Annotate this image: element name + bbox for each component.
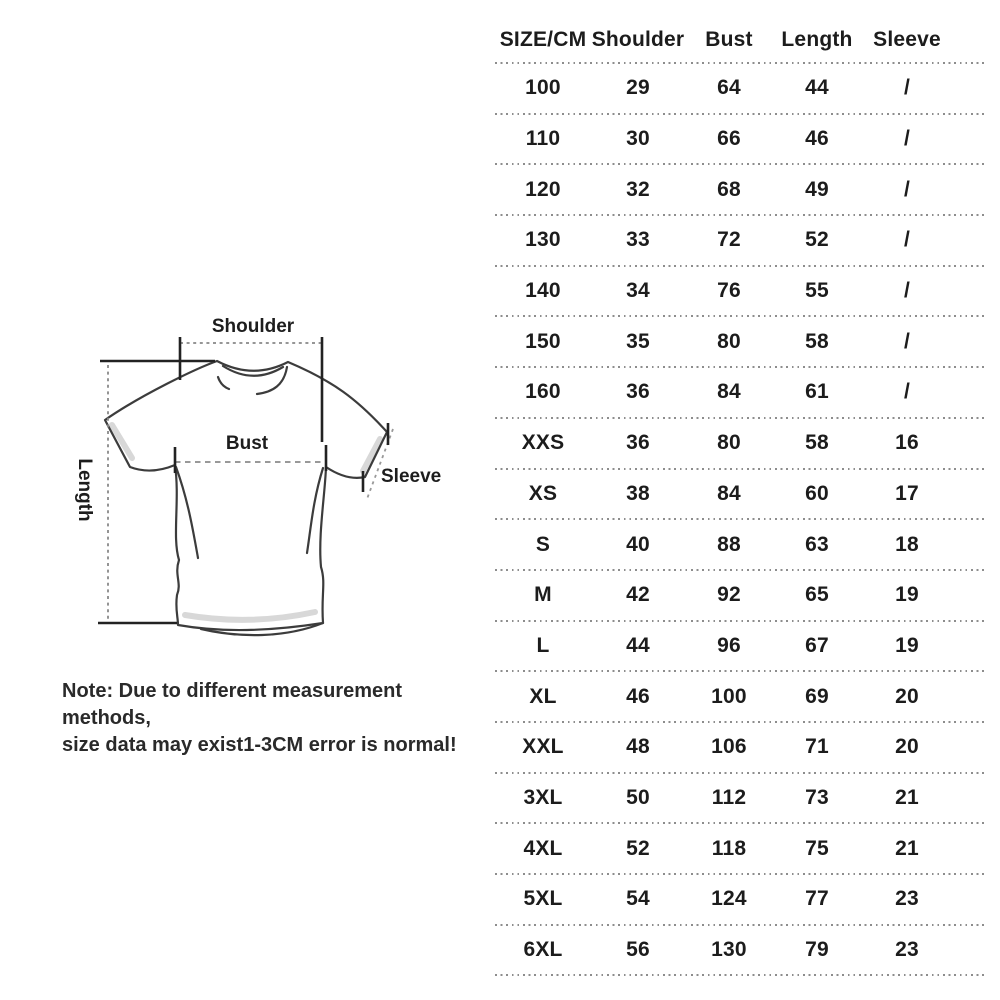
column-header: Shoulder [591, 28, 685, 51]
table-cell: 38 [626, 481, 650, 505]
table-cell: / [903, 380, 911, 404]
table-cell: 20 [895, 735, 919, 759]
size-cell: 5XL [523, 887, 563, 911]
table-cell: 50 [626, 785, 650, 809]
table-row [495, 723, 985, 772]
table-cell: 75 [805, 836, 829, 860]
table-row [495, 622, 985, 671]
table-cell: 36 [626, 380, 650, 404]
size-cell: 160 [525, 380, 561, 404]
table-header-row [495, 18, 985, 62]
table-row [495, 64, 985, 113]
table-cell: 46 [805, 127, 829, 151]
table-row [495, 571, 985, 620]
table-cell: 118 [711, 836, 747, 860]
table-cell: 73 [805, 785, 829, 809]
table-cell: 76 [717, 279, 741, 303]
table-cell: 52 [805, 228, 829, 252]
table-row [495, 470, 985, 519]
table-cell: 80 [717, 431, 741, 455]
measurement-note [62, 678, 482, 759]
table-cell: / [903, 177, 911, 201]
table-cell: 36 [626, 431, 650, 455]
size-table [495, 18, 985, 976]
table-row [495, 115, 985, 164]
table-cell: 64 [717, 76, 741, 100]
table-cell: 32 [626, 177, 650, 201]
table-cell: 48 [626, 735, 650, 759]
size-cell: 100 [525, 76, 561, 100]
table-cell: 58 [805, 431, 829, 455]
size-cell: XXS [521, 431, 565, 455]
table-cell: 42 [626, 583, 650, 607]
table-cell: / [903, 329, 911, 353]
table-row [495, 317, 985, 366]
table-row [495, 267, 985, 316]
table-cell: 100 [711, 684, 747, 708]
table-cell: 21 [895, 785, 919, 809]
table-cell: / [903, 228, 911, 252]
size-cell: 6XL [523, 938, 563, 962]
table-cell: 44 [805, 76, 829, 100]
table-cell: 71 [805, 735, 829, 759]
table-cell: 130 [711, 938, 747, 962]
size-cell: 120 [525, 177, 561, 201]
table-cell: 20 [895, 684, 919, 708]
size-cell: 140 [525, 279, 561, 303]
table-cell: 84 [717, 380, 741, 404]
table-cell: 63 [805, 532, 829, 556]
table-cell: 56 [626, 938, 650, 962]
table-cell: 35 [626, 329, 650, 353]
table-cell: 19 [895, 633, 919, 657]
table-cell: 18 [895, 532, 919, 556]
table-row [495, 419, 985, 468]
bust-measure-label: Bust [225, 433, 269, 454]
table-cell: 23 [895, 887, 919, 911]
size-cell: 150 [525, 329, 561, 353]
table-cell: 96 [717, 633, 741, 657]
table-cell: 61 [805, 380, 829, 404]
table-cell: 52 [626, 836, 650, 860]
table-cell: 88 [717, 532, 741, 556]
table-cell: 66 [717, 127, 741, 151]
size-cell: 3XL [523, 785, 563, 809]
table-cell: 112 [711, 785, 747, 809]
table-cell: 34 [626, 279, 650, 303]
table-row [495, 520, 985, 569]
table-cell: 49 [805, 177, 829, 201]
table-row [495, 165, 985, 214]
table-cell: 29 [626, 76, 650, 100]
table-cell: 33 [626, 228, 650, 252]
size-cell: 110 [525, 127, 561, 151]
size-cell: S [535, 532, 551, 556]
table-cell: / [903, 127, 911, 151]
table-cell: 92 [717, 583, 741, 607]
table-cell: 30 [626, 127, 650, 151]
size-cell: XXL [522, 735, 564, 759]
size-cell: 4XL [523, 836, 563, 860]
table-cell: 84 [717, 481, 741, 505]
table-cell: 16 [895, 431, 919, 455]
table-cell: 68 [717, 177, 741, 201]
table-cell: 46 [626, 684, 650, 708]
table-cell: 44 [626, 633, 650, 657]
table-row [495, 672, 985, 721]
column-header: Length [781, 28, 853, 51]
table-cell: 21 [895, 836, 919, 860]
table-cell: 124 [711, 887, 747, 911]
table-cell: 40 [626, 532, 650, 556]
table-cell: 77 [805, 887, 829, 911]
table-cell: 79 [805, 938, 829, 962]
column-header: Sleeve [873, 28, 941, 51]
table-row [495, 926, 985, 975]
table-row [495, 824, 985, 873]
table-row [495, 875, 985, 924]
shoulder-measure-label: Shoulder [211, 316, 295, 337]
size-cell: M [534, 583, 552, 607]
table-cell: / [903, 76, 911, 100]
table-cell: / [903, 279, 911, 303]
size-cell: XL [529, 684, 557, 708]
table-cell: 65 [805, 583, 829, 607]
note-line-2: size data may exist1-3CM error is normal! [62, 734, 457, 756]
table-cell: 106 [711, 735, 747, 759]
table-row [495, 774, 985, 823]
table-cell: 17 [895, 481, 919, 505]
length-measure-label: Length [74, 458, 95, 522]
table-cell: 67 [805, 633, 829, 657]
table-row [495, 368, 985, 417]
table-cell: 80 [717, 329, 741, 353]
size-cell: L [536, 633, 550, 657]
table-cell: 54 [626, 887, 650, 911]
note-line-1: Note: Due to different measurement methods, [62, 680, 403, 729]
table-cell: 58 [805, 329, 829, 353]
size-cell: XS [528, 481, 558, 505]
table-cell: 69 [805, 684, 829, 708]
table-cell: 19 [895, 583, 919, 607]
table-cell: 60 [805, 481, 829, 505]
table-cell: 72 [717, 228, 741, 252]
sleeve-measure-label: Sleeve [381, 466, 442, 487]
column-header: SIZE/CM [499, 28, 587, 51]
table-cell: 55 [805, 279, 829, 303]
table-cell: 23 [895, 938, 919, 962]
row-divider [495, 974, 985, 976]
column-header: Bust [705, 28, 753, 51]
size-cell: 130 [525, 228, 561, 252]
table-row [495, 216, 985, 265]
